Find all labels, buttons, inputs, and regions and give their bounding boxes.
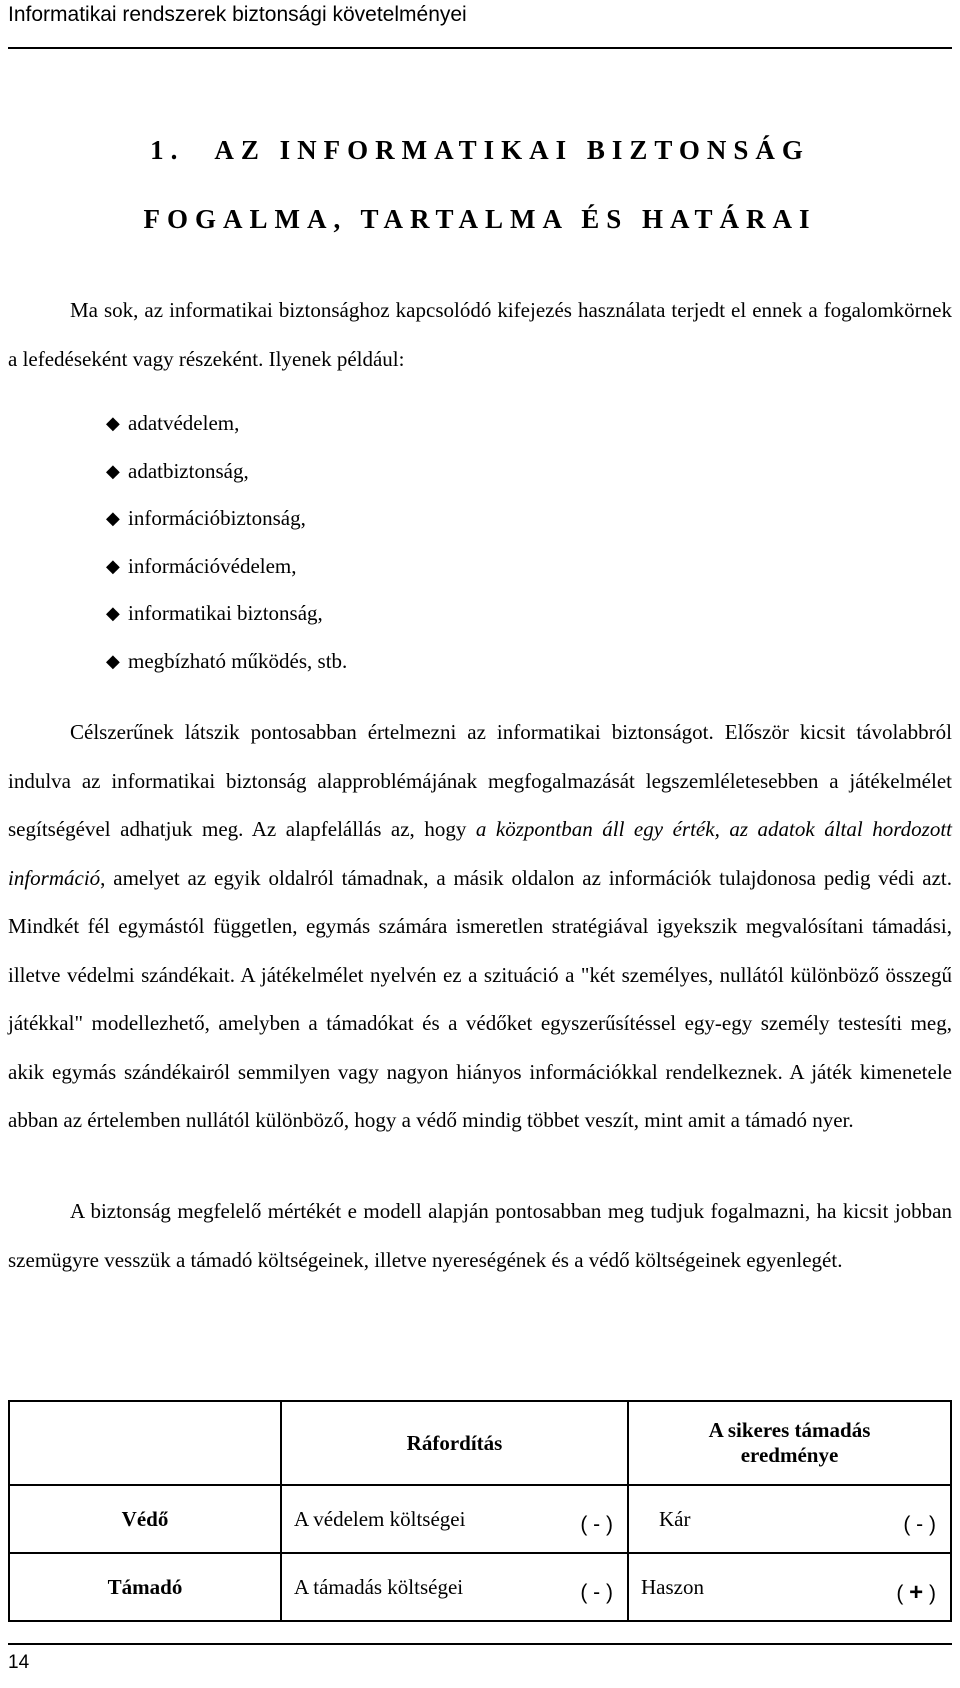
attacker-result-cell: Haszon ( + ): [628, 1553, 951, 1621]
diamond-bullet-icon: ◆: [106, 650, 120, 671]
balance-paragraph: A biztonság megfelelő mértékét e modell alapján pontosabban meg tudjuk fogalmazni, ha kicsit jobban szemügyre vesszük a támadó költségeinek, illetve nyereségének és a védő költségeinek egyenlegét.: [8, 1199, 952, 1272]
intro-paragraph: Ma sok, az informatikai biztonsághoz kapcsolódó kifejezés használata terjedt el ennek a fogalomkörnek a lefedéseként vagy részeként. Ilyenek például:: [8, 298, 952, 371]
game-theory-paragraph: Célszerűnek látszik pontosabban értelmezni az informatikai biztonságot. Először kicsit távolabbról indulva az informatikai biztonság alapproblémájának megfogalmazását legszemléletesebben a játékelmélet segítségével adhatjuk meg. Az alapfelállás az, hogy a központban áll egy érték, az adatok által hordozott információ, amelyet az egyik oldalról támadnak, a másik oldalon az információk tulajdonosa pedig védi azt. Mindkét fél egymástól független, egymás számára ismeretlen stratégiával igyekszik megvalósítani támadási, illetve védelmi szándékait. A játékelmélet nyelvén ez a szituáció a "két személyes, nullától különböző összegű játékkal" modellezhető, amelyben a támadókat és a védőket egyszerűsítéssel egy-egy személy testesíti meg, akik egymás szándékairól semmilyen vagy nagyon hiányos információkkal rendelkeznek. A játék kimenetele abban az értelemben nullától különböző, hogy a védő mindig többet veszít, mint amit a támadó nyer.: [8, 720, 952, 1132]
chapter-title-text1: AZ INFORMATIKAI BIZTONSÁG: [214, 135, 810, 165]
list-item: ◆ megbízható működés, stb.: [106, 638, 347, 686]
column-header-result: A sikeres támadás eredménye: [628, 1401, 951, 1485]
list-item: ◆ adatbiztonság,: [106, 448, 347, 496]
emphasized-phrase: a központban áll egy érték, az adatok által hordozott információ: [8, 817, 952, 890]
running-header: Informatikai rendszerek biztonsági követelményei: [8, 3, 467, 26]
chapter-number: 1.: [150, 135, 185, 165]
list-item: ◆ információvédelem,: [106, 543, 347, 591]
diamond-bullet-icon: ◆: [106, 603, 120, 623]
footer-rule: [8, 1643, 952, 1645]
term-list: [106, 400, 347, 685]
sign-negative: ( - ): [903, 1513, 936, 1536]
chapter-title-line1: [0, 135, 960, 166]
cost-table: [8, 1400, 952, 1622]
diamond-bullet-icon: ◆: [106, 555, 120, 576]
header-rule: [8, 47, 952, 49]
defender-result-cell: Kár ( - ): [628, 1485, 951, 1553]
row-label-defender: Védő: [9, 1485, 281, 1553]
column-header-cost: Ráfordítás: [281, 1401, 628, 1485]
diamond-bullet-icon: ◆: [106, 508, 120, 528]
page-number: 14: [8, 1652, 30, 1673]
list-item: ◆ informatikai biztonság,: [106, 590, 347, 638]
sign-positive: ( + ): [896, 1579, 936, 1606]
sign-negative: ( - ): [580, 1581, 613, 1604]
defender-cost-cell: A védelem költségei ( - ): [281, 1485, 628, 1553]
row-label-attacker: Támadó: [9, 1553, 281, 1621]
diamond-bullet-icon: ◆: [106, 413, 120, 433]
chapter-title-line2: FOGALMA, TARTALMA ÉS HATÁRAI: [143, 204, 817, 234]
table-row: [9, 1553, 951, 1621]
table-header-row: [9, 1401, 951, 1485]
table-row: [9, 1485, 951, 1553]
attacker-cost-cell: A támadás költségei ( - ): [281, 1553, 628, 1621]
sign-negative: ( - ): [580, 1513, 613, 1536]
list-item: ◆ adatvédelem,: [106, 400, 347, 448]
diamond-bullet-icon: ◆: [106, 460, 120, 481]
list-item: ◆ információbiztonság,: [106, 495, 347, 543]
empty-corner-cell: [9, 1401, 281, 1485]
